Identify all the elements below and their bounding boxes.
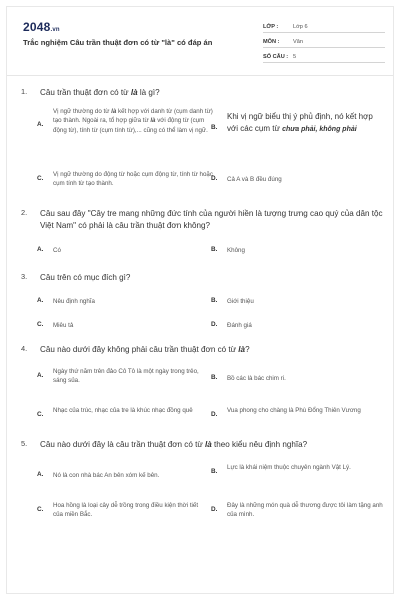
meta-label: MÔN : [263,39,280,45]
option-letter: D. [211,411,218,418]
option-text: Lực là khái niệm thuộc chuyên ngành Vật Lý. [227,464,351,471]
option-letter: B. [211,468,218,475]
option-text: Nêu định nghĩa [53,298,95,305]
question-text-part: ? [245,345,250,354]
option-b[interactable] [211,374,385,383]
option-letter: D. [211,175,218,182]
header-divider [7,75,393,76]
option-b[interactable] [211,463,385,475]
question-number: 2. [21,208,28,217]
meta-label: LỚP : [263,24,279,30]
question-text [40,344,385,356]
option-text-emphasis: là [150,117,156,125]
option-text: Nhạc của trúc, nhạc của tre là khúc nhạc đồng quê [53,407,193,414]
document-title: Trắc nghiệm Câu trần thuật đơn có từ "là" có đáp án [23,38,213,47]
option-letter: C. [37,506,44,513]
meta-row-subject [263,35,385,48]
option-text-emphasis: chưa phải, không phải [282,125,357,133]
question-text-part: là gì? [137,88,160,97]
option-text: Cả A và B đều đúng [227,176,282,183]
option-a[interactable] [37,367,207,386]
option-d[interactable] [211,175,385,184]
question-text-part: Câu nào dưới đây không phải câu trần thuật đơn có từ [40,345,239,354]
option-text-part: với động từ (cụm động từ), tính từ (cụm tính từ),... cũng có thể làm vị ngữ. [53,117,208,134]
worksheet-page [6,6,394,594]
question-text-part: Câu trần thuật đơn có từ [40,88,131,97]
meta-row-class [263,20,385,33]
option-letter: B. [211,297,218,304]
option-letter: B. [211,246,218,253]
option-text-part: Vị ngữ thường do từ [53,108,112,115]
option-letter: B. [211,124,218,131]
option-text: Vua phong cho chàng là Phù Đổng Thiên Vương [227,407,361,414]
option-text: Không [227,247,245,254]
question-text-emphasis: là [238,345,246,354]
brand-suffix: .vn [50,27,60,33]
option-b[interactable] [211,246,381,255]
question-text [40,439,385,451]
meta-label: SỐ CÂU : [263,54,289,60]
option-a[interactable] [37,107,215,135]
option-letter: B. [211,374,218,381]
option-text: Ngày thứ năm trên đảo Cô Tô là một ngày trong trẻo, sáng sủa. [53,368,199,385]
option-text: Giới thiệu [227,298,254,305]
option-d[interactable] [211,406,385,418]
option-text: Đánh giá [227,322,252,329]
question-text-part: theo kiểu nêu định nghĩa? [211,440,308,449]
option-letter: D. [211,321,218,328]
option-text-part: kết hợp với danh từ (cụm danh từ) tạo thành. Ngoài ra, tổ hợp giữa từ [53,108,213,125]
option-b[interactable] [211,111,385,135]
meta-value: 5 [293,54,297,60]
question-text-emphasis: là [205,440,212,449]
option-text: Miêu tả [53,322,74,329]
question-number: 1. [21,87,28,96]
option-d[interactable] [211,501,385,520]
meta-box [263,20,385,65]
option-c[interactable] [37,501,207,520]
option-c[interactable] [37,406,207,418]
option-letter: C. [37,321,44,328]
question-number: 5. [21,439,28,448]
option-letter: A. [37,372,44,379]
question-number: 4. [21,344,28,353]
option-letter: A. [37,246,44,253]
meta-value: Lớp 6 [293,24,308,30]
option-text: Vị ngữ thường do động từ hoặc cụm động từ, tính từ hoặc cụm tính từ tạo thành. [53,171,213,188]
brand-logo[interactable] [23,20,60,34]
meta-row-count [263,50,385,63]
question-text: Câu trên có mục đích gì? [40,273,131,282]
option-text: Hoa hồng là loại cây dễ trồng trong điều kiện thời tiết của miền Bắc. [53,502,199,519]
option-b[interactable] [211,297,381,306]
option-letter: C. [37,411,44,418]
option-text [227,111,385,135]
option-letter: A. [37,471,44,478]
option-c[interactable] [37,321,207,330]
option-a[interactable] [37,297,207,306]
option-letter: D. [211,506,218,513]
question-text: Câu sau đây "Cây tre mang những đức tính của người hiền là tượng trưng cao quý của dân tộc Việt Nam" có phải là câu trần thuật đơn không? [40,209,383,230]
option-text-part: Khi vị ngữ biểu thị ý phủ định, nó kết hợp với các cụm từ [227,112,373,133]
option-text: Nó là con nhà bác An bên xóm kế bên. [53,472,160,479]
option-text: Bồ các là bác chim ri. [227,375,286,382]
question-text-part: Câu nào dưới đây là câu trần thuật đơn có từ [40,440,205,449]
option-text-emphasis: là [111,108,117,115]
option-c[interactable] [37,170,215,189]
option-text [53,107,215,135]
option-letter: A. [37,297,44,304]
question-text-emphasis: là [130,88,138,97]
option-text: Đây là những món quà dễ thương được tôi làm tặng anh của mình. [227,502,383,519]
option-a[interactable] [37,246,207,255]
option-letter: A. [37,121,44,128]
question-number: 3. [21,272,28,281]
option-letter: C. [37,175,44,182]
meta-value: Văn [293,39,303,45]
option-text: Có [53,247,61,254]
question-text [40,87,385,99]
option-a[interactable] [37,471,207,480]
brand-name: 2048 [23,20,51,34]
option-d[interactable] [211,321,381,330]
